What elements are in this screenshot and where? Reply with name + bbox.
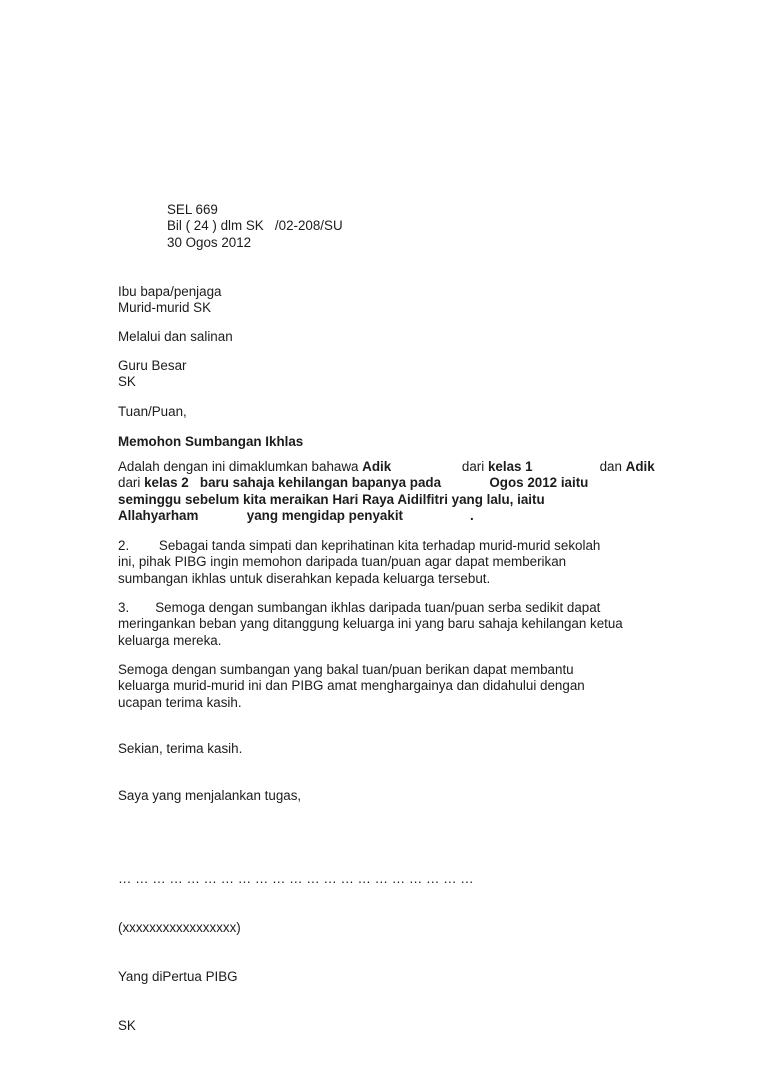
signature-title: Yang diPertua PIBG <box>118 969 238 985</box>
copy-to-block: Guru Besar SK <box>118 358 187 390</box>
signature-block <box>118 838 474 1068</box>
paragraph-2: 2. Sebagai tanda simpati dan keprihatinan kita terhadap murid-murid sekolah ini, pihak PIBG ingin memohon daripada tuan/puan agar dapat memberikan sumbangan ikhlas untuk diserahkan kepada keluarga tersebut. <box>118 538 601 586</box>
via-line: Melalui dan salinan <box>118 329 233 344</box>
salutation: Tuan/Puan, <box>118 404 187 419</box>
signature-name-placeholder: (xxxxxxxxxxxxxxxxx) <box>118 920 241 936</box>
recipient-block: Ibu bapa/penjaga Murid-murid SK <box>118 284 222 316</box>
paragraph-3: 3. Semoga dengan sumbangan ikhlas daripada tuan/puan serba sedikit dapat meringankan beban yang ditanggung keluarga ini yang baru sahaja kehilangan ketua keluarga mereka. <box>118 600 623 648</box>
subject-heading: Memohon Sumbangan Ikhlas <box>118 434 304 449</box>
sign-off-line: Saya yang menjalankan tugas, <box>118 788 302 803</box>
signature-dotted-line: … … … … … … … … … … … … … … … … … … … … … <box>118 870 474 886</box>
signature-org: SK <box>118 1018 136 1034</box>
reference-block: SEL 669 Bil ( 24 ) dlm SK /02-208/SU 30 Ogos 2012 <box>167 202 343 250</box>
paragraph-4: Semoga dengan sumbangan yang bakal tuan/puan berikan dapat membantu keluarga murid-murid ini dan PIBG amat menghargainya dan didahului dengan ucapan terima kasih. <box>118 662 585 710</box>
paragraph-1: Adalah dengan ini dimaklumkan bahawa Adik dari kelas 1 dan Adik dari kelas 2 baru sahaja kehilangan bapanya pada Ogos 2012 iaitu seminggu sebelum kita meraikan Hari Raya Aidilfitri yang lalu, iaitu Allahyarham yang mengidap penyakit . <box>118 459 655 524</box>
closing-line: Sekian, terima kasih. <box>118 741 243 756</box>
